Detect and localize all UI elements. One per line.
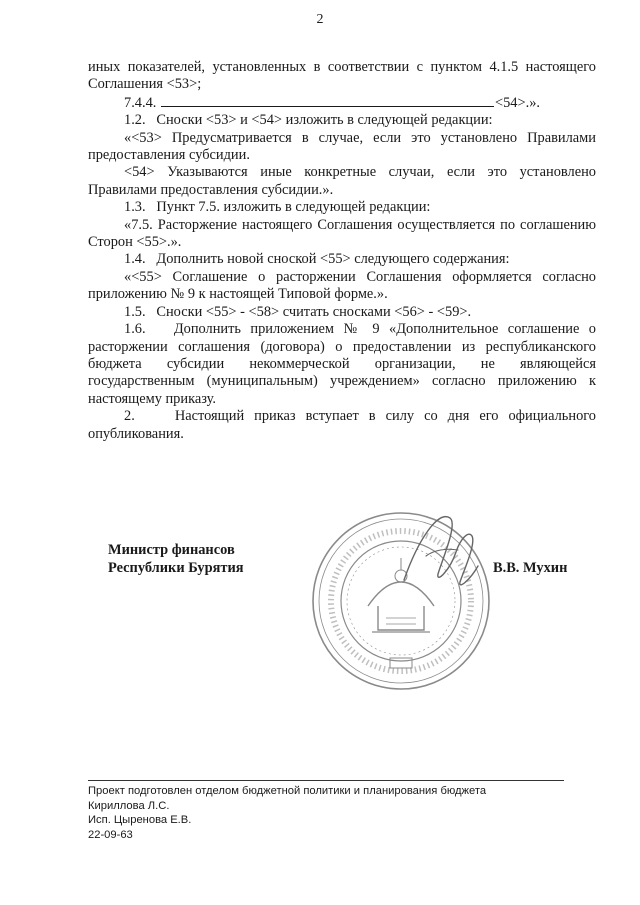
page-number: 2 (316, 12, 324, 27)
paragraph-footnote-54: <54> Указываются иные конкретные случаи, если это установлено Правилами предоставления субсидии.». (88, 164, 596, 198)
footer-line-3: Исп. Цыренова Е.В. (88, 814, 192, 827)
footer-line-2: Кириллова Л.С. (88, 799, 170, 812)
paragraph-1-4: 1.4. Дополнить новой сноской <55> следующего содержания: (124, 251, 510, 268)
handwritten-signature (398, 500, 488, 600)
paragraph-footnote-53: «<53> Предусматривается в случае, если это установлено Правилами предоставления субсидии. (88, 129, 596, 164)
signatory-position (108, 541, 244, 577)
paragraph-2: 2. Настоящий приказ вступает в силу со дня его официального опубликования. (88, 408, 596, 442)
paragraph-1-2: 1.2. Сноски <53> и <54> изложить в следующей редакции: (124, 112, 493, 129)
paragraph-1-3: 1.3. Пункт 7.5. изложить в следующей редакции: (124, 199, 431, 216)
position-line-2: Республики Бурятия (108, 560, 244, 576)
paragraph-1: иных показателей, установленных в соответствии с пунктом 4.1.5 настоящего Соглашения <53>; (88, 59, 596, 93)
footer-notes (88, 784, 486, 842)
paragraph-7-4-4 (88, 94, 596, 112)
paragraph-footnote-55: «<55> Соглашение о расторжении Соглашения оформляется согласно приложению № 9 к настоящей Типовой форме.». (88, 268, 596, 303)
footer-line-1: Проект подготовлен отделом бюджетной политики и планирования бюджета (88, 785, 487, 797)
document-body (88, 59, 596, 443)
paragraph-7-5: «7.5. Расторжение настоящего Соглашения осуществляется по соглашению Сторон <55>.». (88, 216, 596, 251)
position-line-1: Министр финансов (108, 542, 235, 558)
item-number: 7.4.4. (124, 94, 157, 111)
paragraph-1-5: 1.5. Сноски <55> - <58> считать сносками <56> - <59>. (124, 303, 472, 320)
item-tail: <54>.». (495, 94, 541, 111)
blank-line (161, 94, 494, 107)
paragraph-1-6: 1.6. Дополнить приложением № 9 «Дополнительное соглашение о расторжении соглашения (договора) о предоставлении из республиканского бюджета субсидии некоммерческой организации, не являющейся государственным (муниципальным) учреждением» согласно приложению к настоящему приказу. (88, 321, 596, 407)
signatory-name: В.В. Мухин (493, 560, 568, 576)
footer-line-4: 22-09-63 (88, 828, 133, 841)
footer-divider (88, 780, 564, 781)
